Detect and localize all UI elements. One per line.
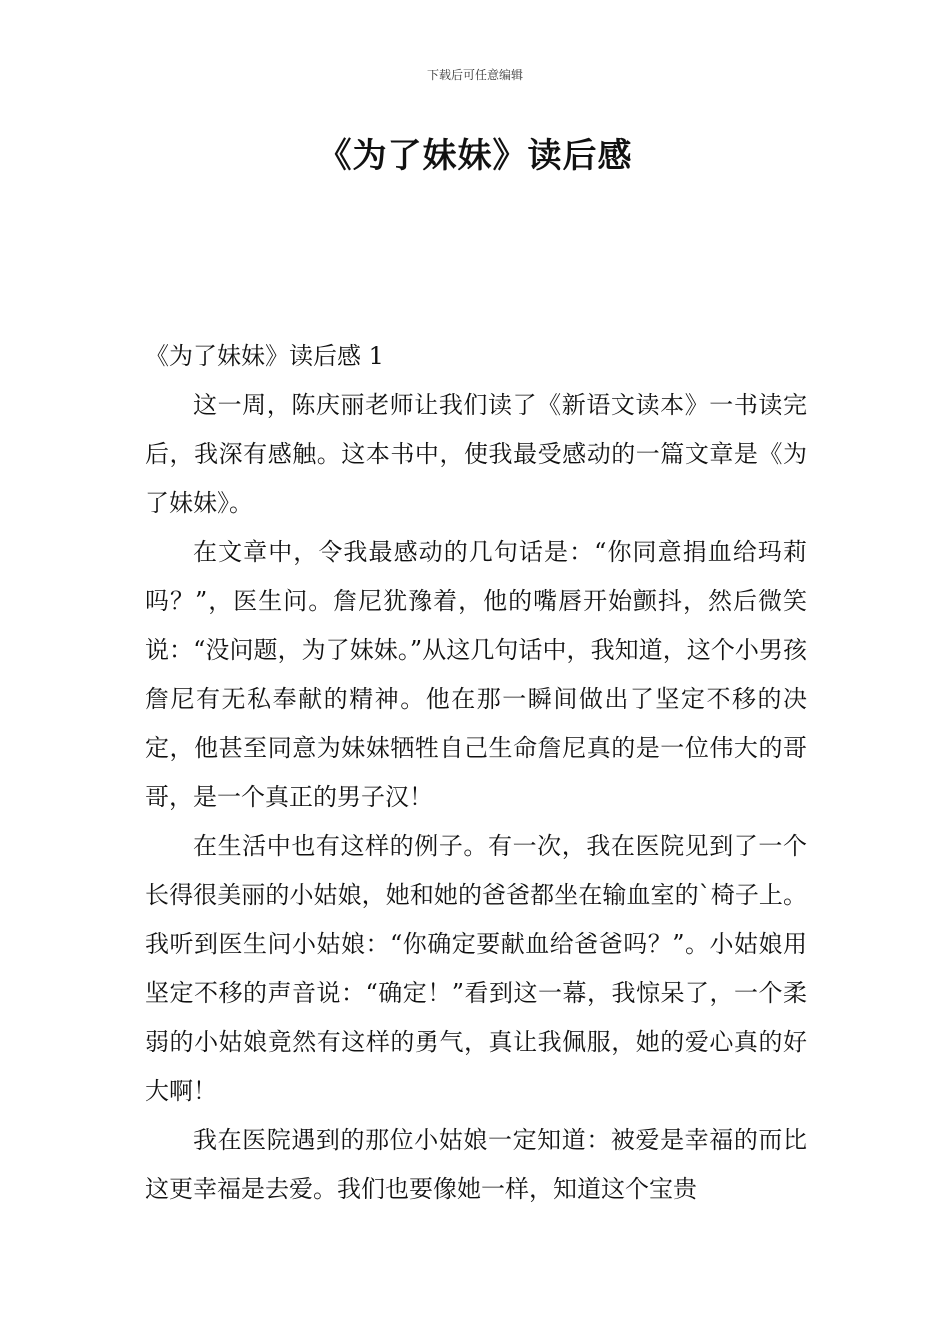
document-body [145,332,807,1214]
page-header-note: 下载后可任意编辑 [426,68,523,82]
paragraph-3: 在生活中也有这样的例子。有一次，我在医院见到了一个长得很美丽的小姑娘，她和她的爸爸都坐在输血室的`椅子上。我听到医生问小姑娘：“你确定要献血给爸爸吗？”。小姑娘用坚定不移的声音说：“确定！”看到这一幕，我惊呆了，一个柔弱的小姑娘竟然有这样的勇气，真让我佩服，她的爱心真的好大啊！ [145,832,807,1105]
paragraph-2: 在文章中，令我最感动的几句话是：“你同意捐血给玛莉吗？”，医生问。詹尼犹豫着，他的嘴唇开始颤抖，然后微笑说：“没问题，为了妹妹。”从这几句话中，我知道，这个小男孩詹尼有无私奉献的精神。他在那一瞬间做出了坚定不移的决定，他甚至同意为妹妹牺牲自己生命詹尼真的是一位伟大的哥哥，是一个真正的男子汉！ [145,538,807,811]
paragraph-4: 我在医院遇到的那位小姑娘一定知道：被爱是幸福的而比这更幸福是去爱。我们也要像她一样，知道这个宝贵 [145,1126,807,1203]
section-heading: 《为了妹妹》读后感 1 [145,342,384,370]
document-title: 《为了妹妹》读后感 [317,136,633,176]
paragraph-1: 这一周，陈庆丽老师让我们读了《新语文读本》一书读完后，我深有感触。这本书中，使我最受感动的一篇文章是《为了妹妹》。 [145,391,807,517]
